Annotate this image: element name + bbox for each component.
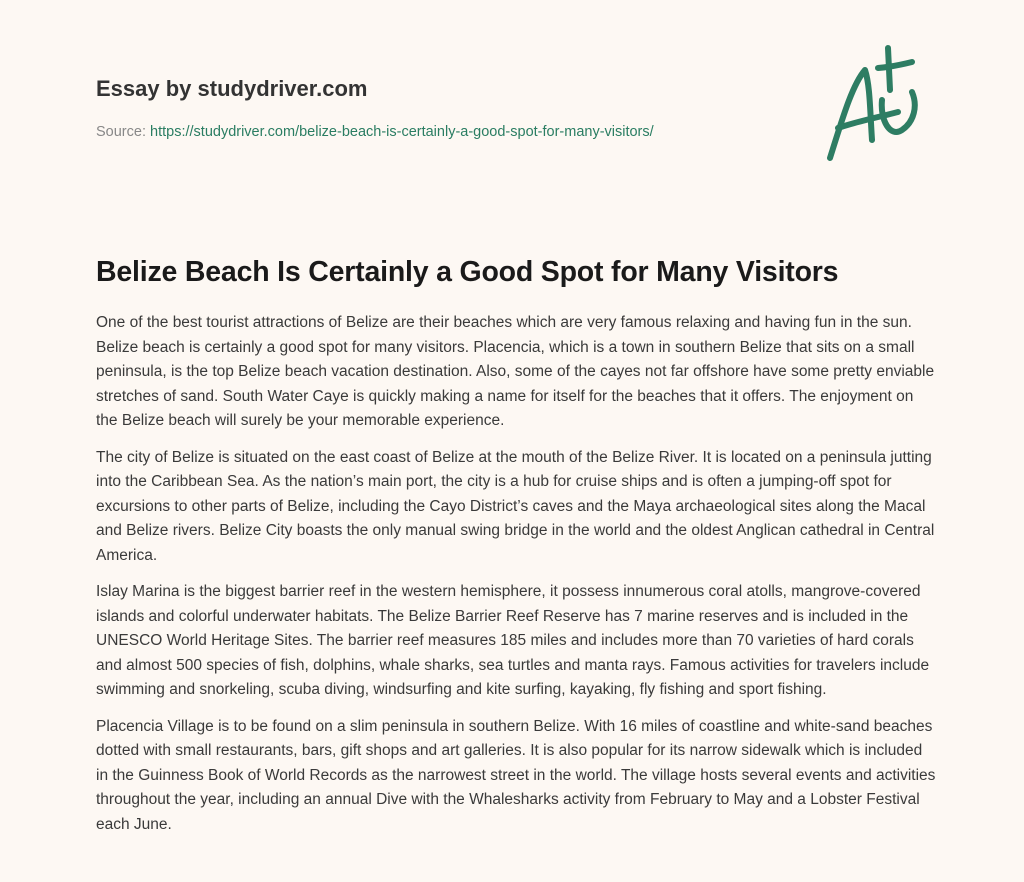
source-label: Source: (96, 124, 146, 140)
essay-header (96, 76, 936, 140)
essay-title: Belize Beach Is Certainly a Good Spot for Many Visitors (96, 256, 839, 288)
a-plus-logo-icon (820, 40, 930, 165)
paragraph-2: The city of Belize is situated on the east coast of Belize at the mouth of the Belize River. It is located on a peninsula jutting into the Caribbean Sea. As the nation’s main port, the city is a hub for cruise ships and is often a jumping-off spot for excursions to other parts of Belize, including the Cayo District’s caves and the Maya archaeological sites along the Macal and Belize rivers. Belize City boasts the only manual swing bridge in the world and the oldest Anglican cathedral in Central America. (96, 448, 935, 564)
source-line (96, 124, 936, 140)
source-link[interactable]: https://studydriver.com/belize-beach-is-certainly-a-good-spot-for-many-visitors/ (150, 124, 654, 140)
paragraph-4: Placencia Village is to be found on a slim peninsula in southern Belize. With 16 miles of coastline and white-sand beaches dotted with small restaurants, bars, gift shops and art galleries. It is also popular for its narrow sidewalk which is included in the Guinness Book of World Records as the narrowest street in the world. The village hosts several events and activities throughout the year, including an annual Dive with the Whalesharks activity from February to May and a Lobster Festival each June. (96, 717, 936, 833)
essay-article (96, 256, 936, 849)
paragraph-1: One of the best tourist attractions of Belize are their beaches which are very famous relaxing and having fun in the sun. Belize beach is certainly a good spot for many visitors. Placencia, which is a town in southern Belize that sits on a small peninsula, is the top Belize beach vacation destination. Also, some of the cayes not far offshore have some pretty enviable stretches of sand. South Water Caye is quickly making a name for itself for the beaches that it offers. The enjoyment on the Belize beach will surely be your memorable experience. (96, 314, 935, 429)
site-title: Essay by studydriver.com (96, 76, 368, 101)
paragraph-3: Islay Marina is the biggest barrier reef in the western hemisphere, it possess innumerous coral atolls, mangrove-covered islands and colorful underwater habitats. The Belize Barrier Reef Reserve has 7 marine reserves and is included in the UNESCO World Heritage Sites. The barrier reef measures 185 miles and includes more than 70 varieties of hard corals and almost 500 species of fish, dolphins, whale sharks, sea turtles and manta rays. Famous activities for travelers include swimming and snorkeling, scuba diving, windsurfing and kite surfing, kayaking, fly fishing and sport fishing. (96, 583, 930, 698)
